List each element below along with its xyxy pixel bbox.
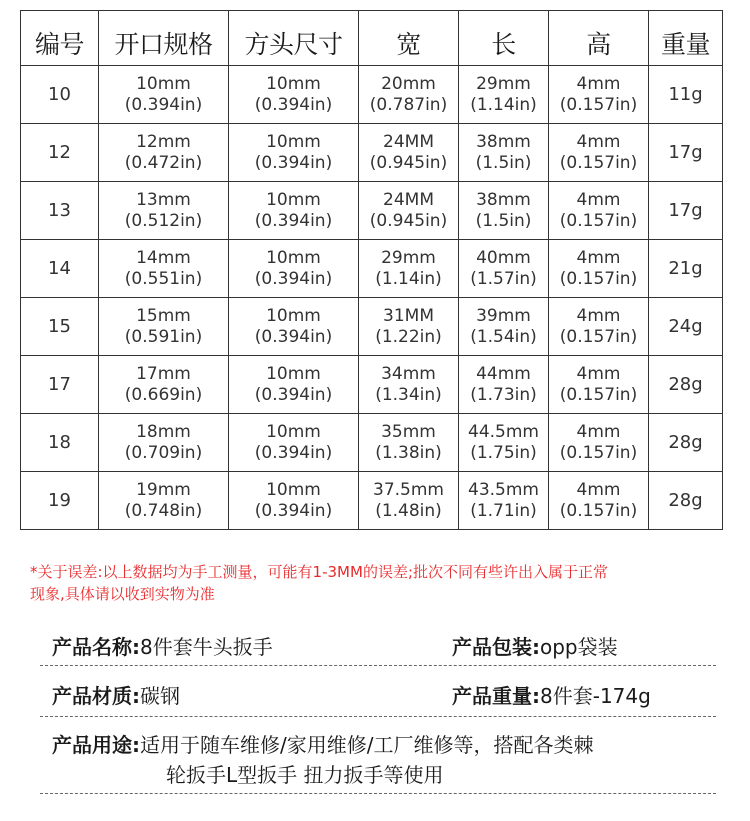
cell-id: 10 (21, 66, 99, 124)
cell-length (459, 124, 549, 182)
info-row-usage (40, 730, 715, 790)
cell-width-metric: 35mm (381, 421, 436, 442)
cell-square (229, 240, 359, 298)
cell-height-imperial: (0.157in) (559, 152, 638, 173)
cell-length-metric: 43.5mm (468, 479, 539, 500)
cell-id: 17 (21, 356, 99, 414)
table-body (21, 66, 723, 530)
cell-opening (99, 66, 229, 124)
cell-opening-metric: 13mm (136, 189, 191, 210)
product-name-label: 产品名称: (52, 635, 140, 659)
cell-square-imperial: (0.394in) (254, 442, 333, 463)
product-material (52, 680, 180, 709)
cell-height-metric: 4mm (576, 73, 621, 94)
cell-opening-metric: 18mm (136, 421, 191, 442)
cell-height-imperial: (0.157in) (559, 268, 638, 289)
error-note-line1: *关于误差:以上数据均为手工测量，可能有1-3MM的误差;批次不同有些许出入属于正常 (30, 563, 608, 581)
cell-height (549, 356, 649, 414)
cell-square (229, 472, 359, 530)
info-row-name-package (40, 631, 715, 661)
cell-height-metric: 4mm (576, 131, 621, 152)
table-row (21, 182, 723, 240)
cell-square-imperial: (0.394in) (254, 384, 333, 405)
cell-length (459, 414, 549, 472)
cell-width-metric: 31MM (383, 305, 434, 326)
product-weight-value: 8件套-174g (540, 684, 651, 708)
cell-height-imperial: (0.157in) (559, 94, 638, 115)
cell-opening-metric: 12mm (136, 131, 191, 152)
cell-length-imperial: (1.5in) (475, 210, 532, 231)
cell-weight: 17g (649, 182, 723, 240)
cell-length-imperial: (1.14in) (470, 94, 537, 115)
cell-width-imperial: (1.22in) (375, 326, 442, 347)
cell-length (459, 66, 549, 124)
product-package (452, 631, 618, 660)
divider (40, 716, 716, 717)
cell-square (229, 66, 359, 124)
product-usage-label: 产品用途: (52, 733, 140, 757)
cell-square-metric: 10mm (266, 131, 321, 152)
header-id: 编号 (21, 11, 99, 66)
cell-square-imperial: (0.394in) (254, 268, 333, 289)
cell-length (459, 298, 549, 356)
cell-id: 18 (21, 414, 99, 472)
cell-weight: 28g (649, 356, 723, 414)
cell-length-metric: 29mm (476, 73, 531, 94)
cell-height-imperial: (0.157in) (559, 210, 638, 231)
table-row (21, 66, 723, 124)
cell-square-metric: 10mm (266, 189, 321, 210)
cell-opening-imperial: (0.591in) (124, 326, 203, 347)
cell-square-imperial: (0.394in) (254, 94, 333, 115)
cell-length (459, 356, 549, 414)
cell-id: 13 (21, 182, 99, 240)
table-row (21, 298, 723, 356)
cell-height (549, 298, 649, 356)
cell-opening-imperial: (0.669in) (124, 384, 203, 405)
cell-height-metric: 4mm (576, 363, 621, 384)
cell-length-imperial: (1.75in) (470, 442, 537, 463)
cell-height-metric: 4mm (576, 421, 621, 442)
cell-length-metric: 39mm (476, 305, 531, 326)
info-row-material-weight (40, 680, 715, 710)
cell-weight: 28g (649, 414, 723, 472)
cell-length-metric: 38mm (476, 189, 531, 210)
cell-height-imperial: (0.157in) (559, 384, 638, 405)
cell-width (359, 414, 459, 472)
cell-width (359, 298, 459, 356)
cell-weight: 24g (649, 298, 723, 356)
product-usage-line2: 轮扳手L型扳手 扭力扳手等使用 (166, 763, 444, 787)
cell-square-metric: 10mm (266, 363, 321, 384)
product-usage-line1: 适用于随车维修/家用维修/工厂维修等，搭配各类棘 (140, 733, 594, 757)
cell-height-imperial: (0.157in) (559, 326, 638, 347)
cell-square (229, 298, 359, 356)
cell-opening (99, 298, 229, 356)
product-package-label: 产品包装: (452, 635, 540, 659)
cell-height-metric: 4mm (576, 189, 621, 210)
cell-weight: 21g (649, 240, 723, 298)
cell-height (549, 414, 649, 472)
table-row (21, 124, 723, 182)
cell-width-imperial: (0.787in) (369, 94, 448, 115)
product-name-value: 8件套牛头扳手 (140, 635, 273, 659)
table-row (21, 472, 723, 530)
cell-weight: 17g (649, 124, 723, 182)
cell-length-imperial: (1.71in) (470, 500, 537, 521)
cell-opening-metric: 17mm (136, 363, 191, 384)
cell-height-imperial: (0.157in) (559, 500, 638, 521)
cell-square-imperial: (0.394in) (254, 210, 333, 231)
cell-width-metric: 29mm (381, 247, 436, 268)
cell-square-imperial: (0.394in) (254, 152, 333, 173)
product-material-value: 碳钢 (140, 684, 180, 708)
cell-id: 15 (21, 298, 99, 356)
cell-weight: 11g (649, 66, 723, 124)
cell-opening (99, 472, 229, 530)
cell-width-imperial: (1.38in) (375, 442, 442, 463)
cell-square-imperial: (0.394in) (254, 326, 333, 347)
cell-square-metric: 10mm (266, 73, 321, 94)
cell-square-metric: 10mm (266, 305, 321, 326)
cell-width-imperial: (0.945in) (369, 152, 448, 173)
cell-height (549, 240, 649, 298)
cell-width-metric: 24MM (383, 131, 434, 152)
cell-opening-metric: 19mm (136, 479, 191, 500)
cell-width (359, 66, 459, 124)
cell-width (359, 240, 459, 298)
product-name (52, 631, 273, 660)
cell-opening (99, 124, 229, 182)
header-height: 高 (549, 11, 649, 66)
cell-opening-imperial: (0.551in) (124, 268, 203, 289)
cell-square-metric: 10mm (266, 421, 321, 442)
table-row (21, 414, 723, 472)
cell-height-metric: 4mm (576, 247, 621, 268)
cell-opening-imperial: (0.512in) (124, 210, 203, 231)
cell-width-metric: 24MM (383, 189, 434, 210)
cell-width-metric: 37.5mm (373, 479, 444, 500)
cell-width (359, 356, 459, 414)
cell-opening-imperial: (0.394in) (124, 94, 203, 115)
cell-height (549, 66, 649, 124)
cell-opening (99, 182, 229, 240)
cell-width-imperial: (1.14in) (375, 268, 442, 289)
spec-table (20, 10, 723, 530)
cell-height-imperial: (0.157in) (559, 442, 638, 463)
error-note-line2: 现象,具体请以收到实物为准 (30, 585, 215, 603)
cell-width (359, 472, 459, 530)
cell-height (549, 124, 649, 182)
cell-width-imperial: (1.48in) (375, 500, 442, 521)
cell-length-imperial: (1.73in) (470, 384, 537, 405)
cell-width-metric: 20mm (381, 73, 436, 94)
divider (40, 665, 716, 666)
cell-opening-metric: 10mm (136, 73, 191, 94)
cell-id: 12 (21, 124, 99, 182)
cell-length (459, 240, 549, 298)
cell-length (459, 472, 549, 530)
cell-opening-metric: 15mm (136, 305, 191, 326)
product-usage (40, 730, 715, 760)
cell-square (229, 124, 359, 182)
table-row (21, 356, 723, 414)
product-package-value: opp袋装 (540, 635, 618, 659)
cell-opening-imperial: (0.748in) (124, 500, 203, 521)
cell-length-metric: 38mm (476, 131, 531, 152)
cell-id: 14 (21, 240, 99, 298)
table-row (21, 240, 723, 298)
cell-width (359, 124, 459, 182)
cell-width-imperial: (0.945in) (369, 210, 448, 231)
header-square: 方头尺寸 (229, 11, 359, 66)
cell-length-imperial: (1.5in) (475, 152, 532, 173)
divider (40, 793, 716, 794)
product-weight-label: 产品重量: (452, 684, 540, 708)
cell-length-imperial: (1.54in) (470, 326, 537, 347)
cell-square-metric: 10mm (266, 247, 321, 268)
cell-opening (99, 414, 229, 472)
cell-weight: 28g (649, 472, 723, 530)
cell-opening-imperial: (0.472in) (124, 152, 203, 173)
cell-opening-metric: 14mm (136, 247, 191, 268)
cell-length-imperial: (1.57in) (470, 268, 537, 289)
cell-square (229, 414, 359, 472)
cell-height (549, 182, 649, 240)
product-weight (452, 680, 651, 709)
cell-id: 19 (21, 472, 99, 530)
header-weight: 重量 (649, 11, 723, 66)
cell-width-imperial: (1.34in) (375, 384, 442, 405)
cell-opening-imperial: (0.709in) (124, 442, 203, 463)
error-note (30, 561, 730, 605)
cell-width (359, 182, 459, 240)
cell-length (459, 182, 549, 240)
cell-height (549, 472, 649, 530)
header-opening: 开口规格 (99, 11, 229, 66)
cell-length-metric: 44.5mm (468, 421, 539, 442)
header-length: 长 (459, 11, 549, 66)
cell-width-metric: 34mm (381, 363, 436, 384)
cell-square-metric: 10mm (266, 479, 321, 500)
cell-height-metric: 4mm (576, 305, 621, 326)
cell-square (229, 356, 359, 414)
product-material-label: 产品材质: (52, 684, 140, 708)
table-header-row (21, 11, 723, 66)
cell-length-metric: 40mm (476, 247, 531, 268)
cell-opening (99, 240, 229, 298)
cell-opening (99, 356, 229, 414)
cell-height-metric: 4mm (576, 479, 621, 500)
cell-square-imperial: (0.394in) (254, 500, 333, 521)
cell-square (229, 182, 359, 240)
cell-length-metric: 44mm (476, 363, 531, 384)
header-width: 宽 (359, 11, 459, 66)
